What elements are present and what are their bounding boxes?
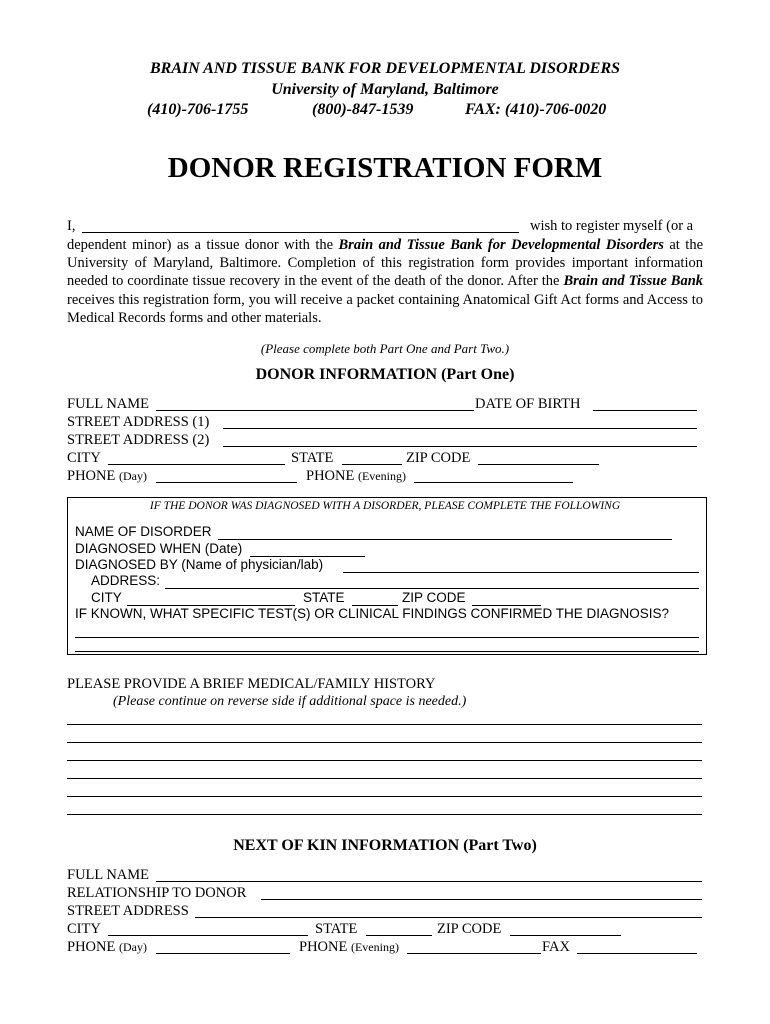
intro-text-c: receives this registration form, you will receive a packet containing Anatomical Gift Act forms and Access to Medical Records forms and other materials. xyxy=(67,291,703,326)
intro-text-b: at the University of Maryland, Baltimore. Completion of this registration form provides important information needed to coordinate tissue recovery in the event of the death of the donor. After the xyxy=(67,237,704,290)
diagnosed-when-label: DIAGNOSED WHEN (Date) xyxy=(75,541,243,556)
intro-bank-short: Brain and Tissue Bank xyxy=(563,273,704,290)
relationship-line[interactable] xyxy=(261,899,702,900)
city-label: CITY xyxy=(67,450,101,466)
disorder-name-label: NAME OF DISORDER xyxy=(75,524,212,539)
zip-line[interactable] xyxy=(478,464,599,465)
kin-phone-day-label xyxy=(67,939,147,956)
phone-label: PHONE xyxy=(67,468,116,484)
phone-day-label xyxy=(67,468,147,485)
kin-full-name-label: FULL NAME xyxy=(67,867,150,883)
dob-label: DATE OF BIRTH xyxy=(475,396,581,412)
history-line-4[interactable] xyxy=(67,778,702,779)
kin-evening-label: (Evening) xyxy=(350,940,399,954)
donor-full-name-label: FULL NAME xyxy=(67,396,150,412)
instruction: (Please complete both Part One and Part Two.) xyxy=(260,341,510,356)
tests-answer-line-2[interactable] xyxy=(75,651,699,652)
kin-state-label: STATE xyxy=(315,921,358,937)
street1-label: STREET ADDRESS (1) xyxy=(67,414,210,430)
kin-day-label: (Day) xyxy=(118,940,147,954)
history-label: PLEASE PROVIDE A BRIEF MEDICAL/FAMILY HISTORY xyxy=(67,676,436,692)
kin-phone-label-2: PHONE xyxy=(299,939,348,955)
phone-1: (410)-706-1755 xyxy=(147,101,249,118)
tests-answer-line-1[interactable] xyxy=(75,637,699,638)
phone-evening-line[interactable] xyxy=(414,482,573,483)
history-line-5[interactable] xyxy=(67,796,702,797)
tests-question: IF KNOWN, WHAT SPECIFIC TEST(S) OR CLINICAL FINDINGS CONFIRMED THE DIAGNOSIS? xyxy=(75,606,670,621)
physician-zip-label: ZIP CODE xyxy=(402,590,466,605)
zip-label: ZIP CODE xyxy=(406,450,471,466)
state-label: STATE xyxy=(291,450,334,466)
disorder-box xyxy=(67,497,707,655)
day-label: (Day) xyxy=(118,469,147,483)
phone-evening-label xyxy=(306,468,406,485)
kin-phone-day-line[interactable] xyxy=(156,953,290,954)
kin-phone-evening-line[interactable] xyxy=(407,953,541,954)
kin-state-line[interactable] xyxy=(366,935,432,936)
donor-full-name-line[interactable] xyxy=(156,410,474,411)
kin-phone-label: PHONE xyxy=(67,939,116,955)
history-line-2[interactable] xyxy=(67,742,702,743)
kin-city-line[interactable] xyxy=(108,935,308,936)
intro-paragraph xyxy=(67,236,703,327)
org-name: BRAIN AND TISSUE BANK FOR DEVELOPMENTAL DISORDERS xyxy=(149,60,621,77)
city-line[interactable] xyxy=(108,464,285,465)
registrant-name-line[interactable] xyxy=(82,232,519,233)
kin-city-label: CITY xyxy=(67,921,101,937)
evening-label: (Evening) xyxy=(357,469,406,483)
history-line-3[interactable] xyxy=(67,760,702,761)
street1-line[interactable] xyxy=(223,428,697,429)
street2-label: STREET ADDRESS (2) xyxy=(67,432,210,448)
kin-fax-line[interactable] xyxy=(577,953,697,954)
physician-city-label: CITY xyxy=(91,590,122,605)
intro-wish: wish to register myself (or a xyxy=(530,218,694,234)
kin-full-name-line[interactable] xyxy=(156,881,702,882)
phone-2: (800)-847-1539 xyxy=(312,101,414,118)
university-name: University of Maryland, Baltimore xyxy=(271,81,499,98)
diagnosed-by-line[interactable] xyxy=(343,572,699,573)
kin-zip-label: ZIP CODE xyxy=(437,921,502,937)
physician-address-line[interactable] xyxy=(165,588,699,589)
kin-street-line[interactable] xyxy=(195,917,702,918)
relationship-label: RELATIONSHIP TO DONOR xyxy=(67,885,247,901)
history-note: (Please continue on reverse side if additional space is needed.) xyxy=(113,694,467,709)
part-one-heading: DONOR INFORMATION (Part One) xyxy=(255,366,515,383)
kin-street-label: STREET ADDRESS xyxy=(67,903,189,919)
kin-phone-evening-label xyxy=(299,939,399,956)
physician-state-label: STATE xyxy=(303,590,345,605)
kin-fax-label: FAX xyxy=(542,939,570,955)
phone-day-line[interactable] xyxy=(156,482,297,483)
intro-i: I, xyxy=(67,218,76,234)
kin-zip-line[interactable] xyxy=(510,935,621,936)
intro-text-a: dependent minor) as a tissue donor with the xyxy=(67,237,334,253)
phone-label-2: PHONE xyxy=(306,468,355,484)
state-line[interactable] xyxy=(342,464,402,465)
diagnosed-by-label: DIAGNOSED BY (Name of physician/lab) xyxy=(75,557,324,572)
history-line-6[interactable] xyxy=(67,814,702,815)
intro-bank-full: Brain and Tissue Bank for Developmental Disorders xyxy=(338,237,664,253)
history-line-1[interactable] xyxy=(67,724,702,725)
disorder-box-heading: IF THE DONOR WAS DIAGNOSED WITH A DISORDER, PLEASE COMPLETE THE FOLLOWING xyxy=(149,500,621,512)
dob-line[interactable] xyxy=(593,410,697,411)
disorder-name-line[interactable] xyxy=(218,539,672,540)
physician-address-label: ADDRESS: xyxy=(91,573,161,588)
form-title: DONOR REGISTRATION FORM xyxy=(167,152,603,184)
street2-line[interactable] xyxy=(223,446,697,447)
part-two-heading: NEXT OF KIN INFORMATION (Part Two) xyxy=(233,837,537,854)
fax-number: FAX: (410)-706-0020 xyxy=(465,101,607,118)
